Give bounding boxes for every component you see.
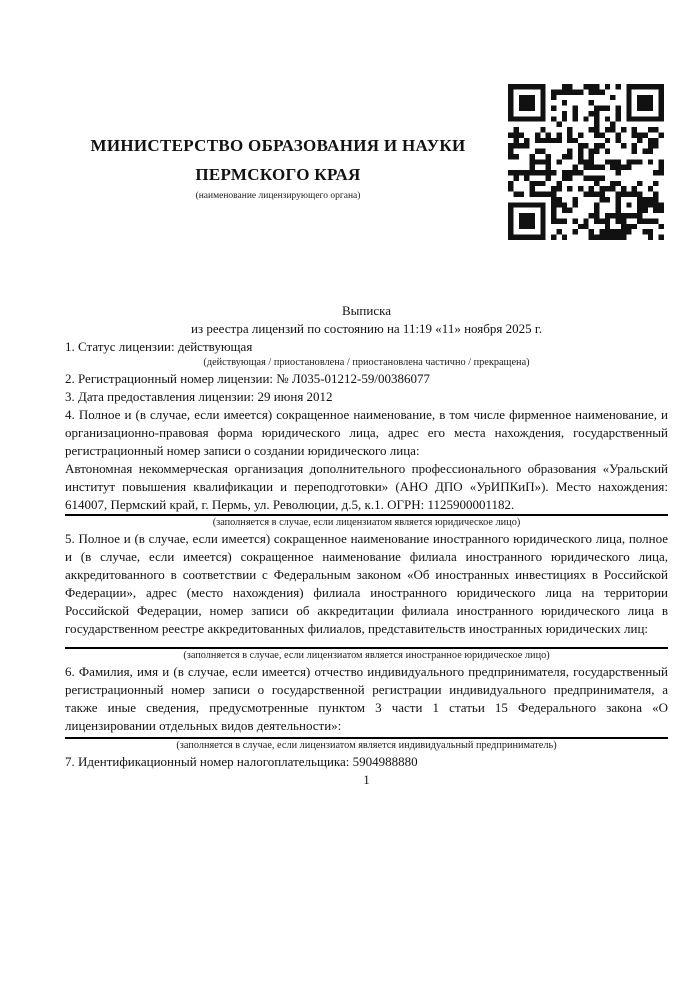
field-taxpayer-number: 7. Идентификационный номер налогоплательщика: 5904988880 [65, 754, 418, 769]
foreign-entity-hint: (заполняется в случае, если лицензиатом является иностранное юридическое лицо) [183, 650, 550, 661]
license-status-hint: (действующая / приостановлена / приостановлена частично / прекращена) [203, 357, 530, 368]
authority-name-line2: ПЕРМСКОГО КРАЯ [195, 165, 361, 184]
field-license-date: 3. Дата предоставления лицензии: 29 июня 2012 [65, 389, 333, 404]
title-line2: из реестра лицензий по состоянию на 11:19 «11» ноября 2025 г. [191, 321, 542, 336]
legal-entity-hint: (заполняется в случае, если лицензиатом является юридическое лицо) [212, 517, 521, 528]
field-license-status: 1. Статус лицензии: действующая [65, 339, 253, 354]
field-legal-entity-value: Автономная некоммерческая организация дополнительного профессионального образования «Уральский институт повышения квалификации и переподготовки» (АНО ДПО «УрИПКиП»). Место нахождения: 614007, Пермский край, г. Пермь, ул. Революции, д.5, к.1. ОГРН: 1125900001182. [65, 460, 668, 516]
field-registration-number: 2. Регистрационный номер лицензии: № Л035-01212-59/00386077 [65, 371, 431, 386]
entrepreneur-hint: (заполняется в случае, если лицензиатом является индивидуальный предприниматель) [176, 740, 557, 751]
page-number: 1 [363, 773, 370, 787]
field-legal-entity-label: 4. Полное и (в случае, если имеется) сокращенное наименование, в том числе фирменное наименование, и организационно-правовая форма юридического лица, адрес его места нахождения, государственный регистрационный номер записи о создании юридического лица: [65, 407, 668, 458]
licensing-authority-caption: (наименование лицензирующего органа) [195, 191, 361, 201]
field-entrepreneur-label: 6. Фамилия, имя и (в случае, если имеется) отчество индивидуального предпринимателя, государственный регистрационный номер записи о государственной регистрации индивидуального предпринимателя, а также иные сведения, предусмотренные пунктом 3 части 1 статьи 15 Федерального закона «О лицензировании отдельных видов деятельности»: [65, 664, 668, 733]
document-title [65, 302, 668, 338]
field-foreign-entity-label: 5. Полное и (в случае, если имеется) сокращенное наименование иностранного юридического лица, полное и (в случае, если имеется) сокращенное наименование филиала иностранного юридического лица, аккредитованного в соответствии с Федеральным законом «Об иностранных инвестициях в Российской Федерации», адрес (место нахождения) филиала иностранного юридического лица на территории Российской Федерации, номер записи об аккредитации филиала иностранного юридического лица в государственном реестре аккредитованных филиалов, представительств иностранных юридических лиц: [65, 531, 668, 636]
document-body [65, 0, 668, 789]
title-line1: Выписка [342, 303, 391, 318]
authority-name-line1: МИНИСТЕРСТВО ОБРАЗОВАНИЯ И НАУКИ [90, 136, 466, 155]
